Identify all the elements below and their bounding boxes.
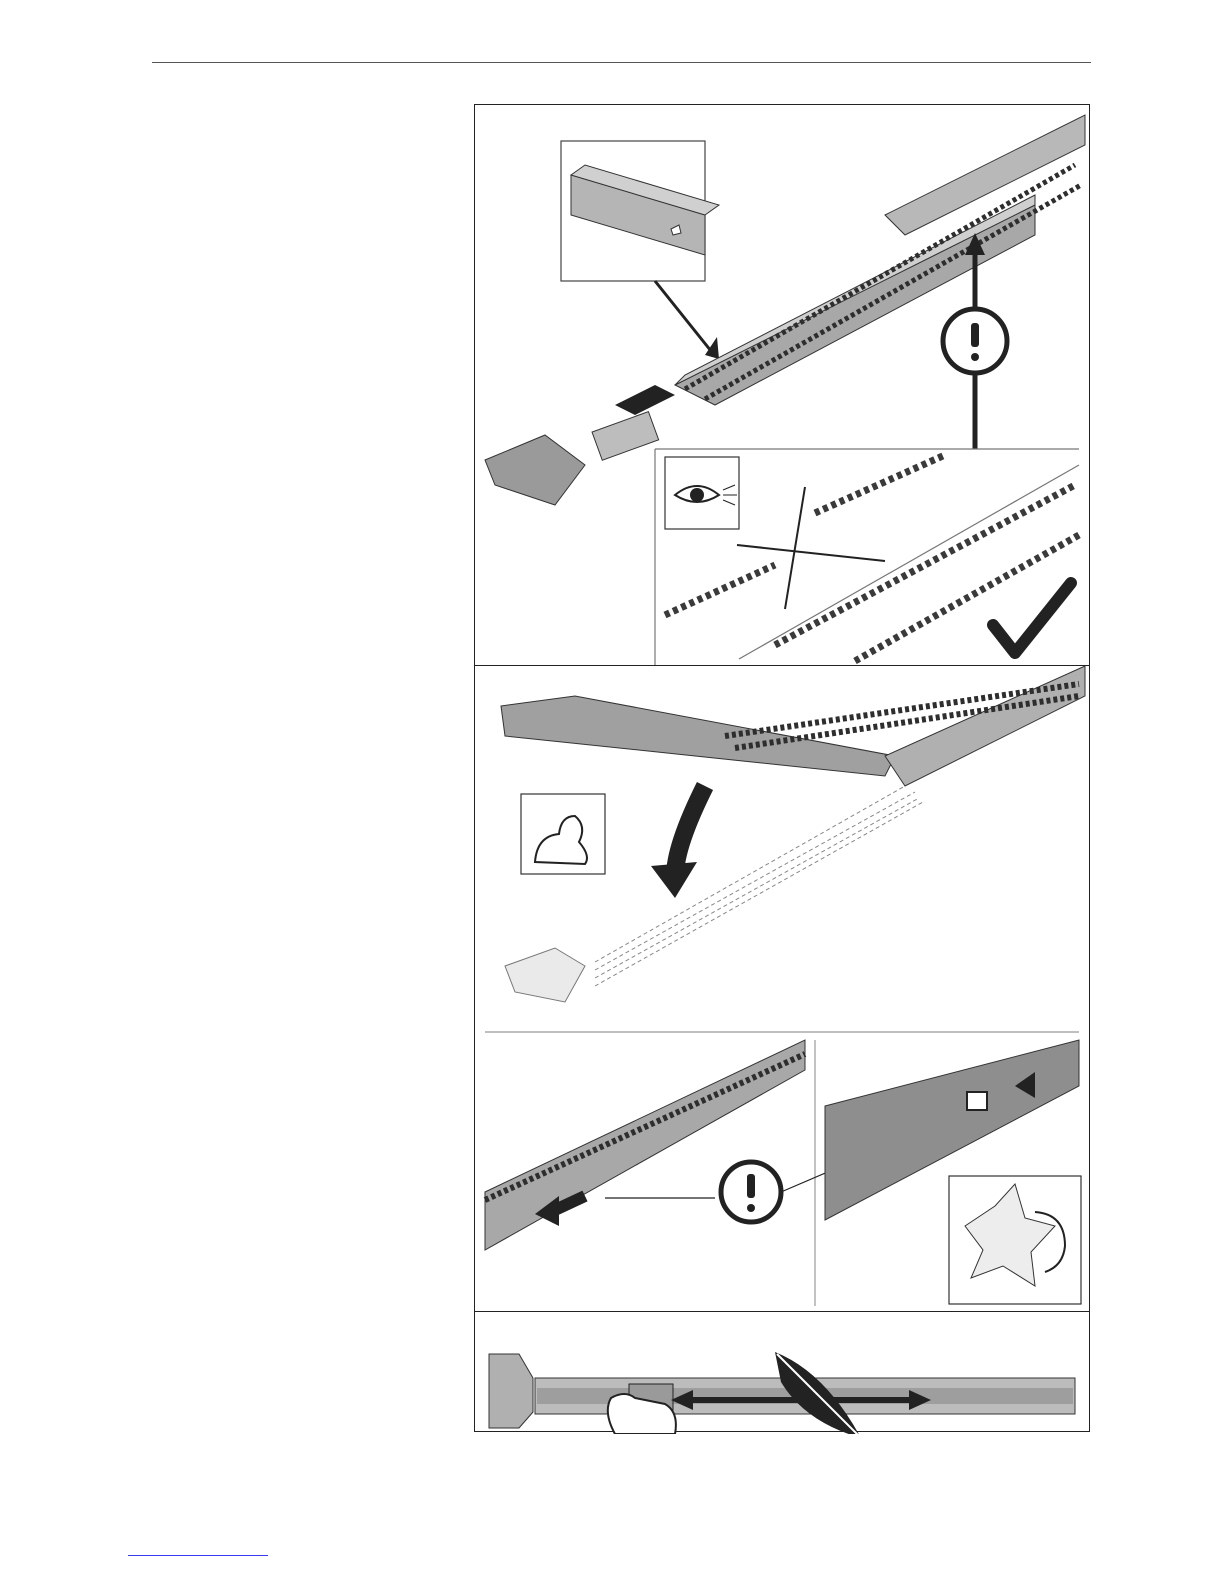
- boom-end-carriage-faint: [505, 948, 585, 1002]
- rail-being-lowered: [501, 666, 1085, 786]
- boom-end-carriage: [485, 385, 675, 505]
- rail-assembly: [675, 115, 1085, 405]
- pointer-arrow: [655, 281, 711, 351]
- header-rule: [152, 62, 1091, 63]
- panel-step-3: [475, 1311, 1089, 1434]
- panel-step-2: [475, 665, 1089, 1312]
- panel-step-1: [475, 105, 1089, 665]
- hear-click-icon: [949, 1176, 1081, 1304]
- instruction-figure: [474, 104, 1090, 1432]
- eye-icon: [665, 457, 739, 529]
- curved-arrow: [651, 786, 705, 898]
- rail-detail-inset: [561, 141, 719, 281]
- footer-link[interactable]: [128, 1555, 268, 1556]
- chain-inspection-subpanel: [655, 449, 1079, 665]
- cross-icon: [737, 487, 885, 609]
- strength-icon: [521, 794, 605, 874]
- checkmark-icon: [993, 583, 1071, 653]
- rail-projection: [595, 786, 923, 986]
